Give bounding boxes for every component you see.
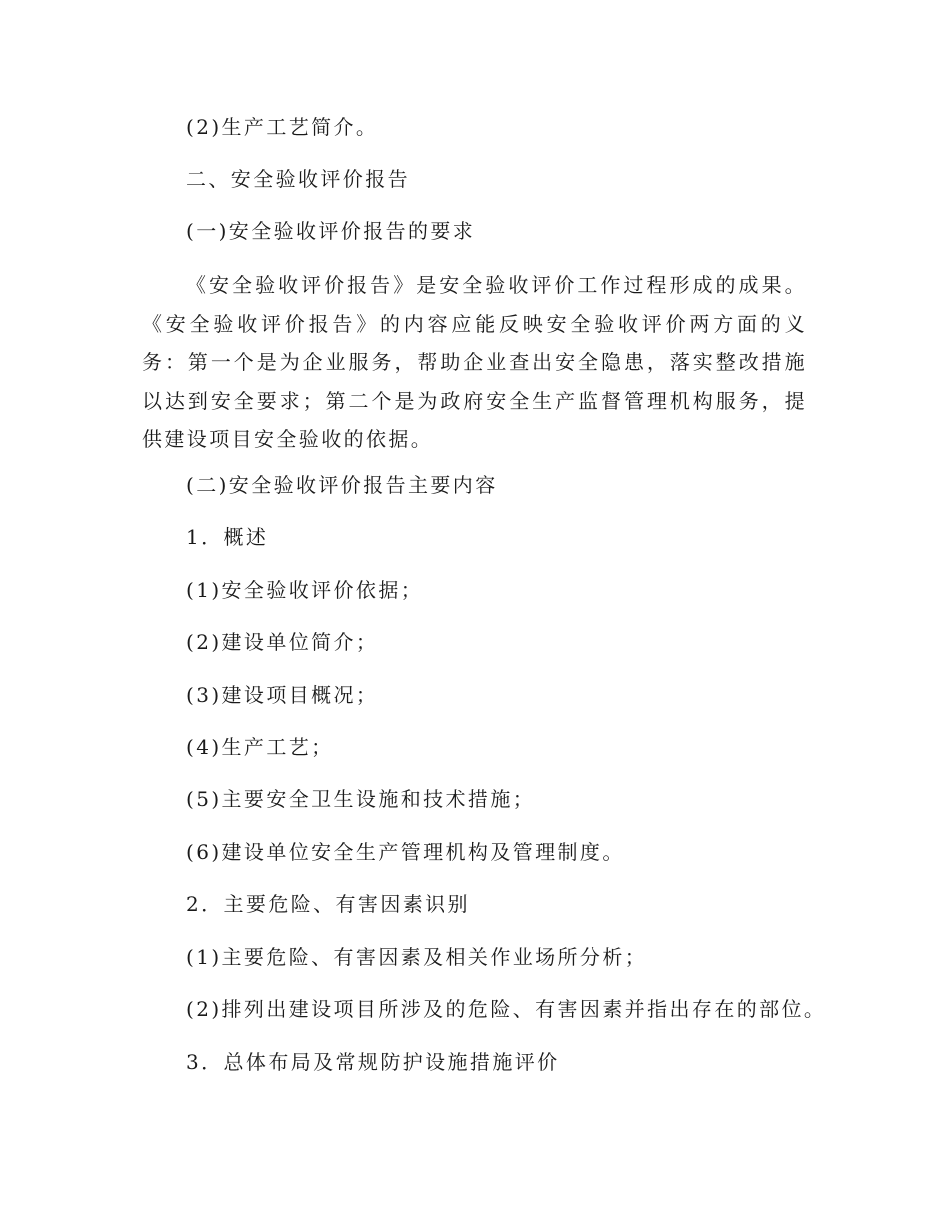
report-requirements-paragraph: 《安全验收评价报告》是安全验收评价工作过程形成的成果。《安全验收评价报告》的内容应能反映安全验收评价两方面的义务：第一个是为企业服务，帮助企业查出安全隐患，落实整改措施以达到安全要求；第二个是为政府安全生产监督管理机构服务，提供建设项目安全验收的依据。 [142,273,807,451]
list-item: (6)建设单位安全生产管理机构及管理制度。 [186,840,625,864]
list-item: (3)建设项目概况； [186,683,379,707]
list-item: (2)排列出建设项目所涉及的危险、有害因素并指出存在的部位。 [186,997,827,1021]
list-item: (1)安全验收评价依据； [186,578,424,602]
list-item: (1)主要危险、有害因素及相关作业场所分析； [186,945,648,969]
subsection-heading-report-requirements: (一)安全验收评价报告的要求 [186,219,476,243]
item-heading-overview: 1．概述 [186,525,269,549]
list-item: (4)生产工艺； [186,735,334,759]
item-heading-hazard-identification: 2．主要危险、有害因素识别 [186,892,470,916]
section-heading-acceptance-report: 二、安全验收评价报告 [186,167,410,191]
item-heading-layout-evaluation: 3．总体布局及常规防护设施措施评价 [186,1050,560,1074]
line-process-intro: (2)生产工艺简介。 [186,115,379,139]
subsection-heading-report-contents: (二)安全验收评价报告主要内容 [186,473,498,497]
list-item: (2)建设单位简介； [186,630,379,654]
list-item: (5)主要安全卫生设施和技术措施； [186,787,536,811]
